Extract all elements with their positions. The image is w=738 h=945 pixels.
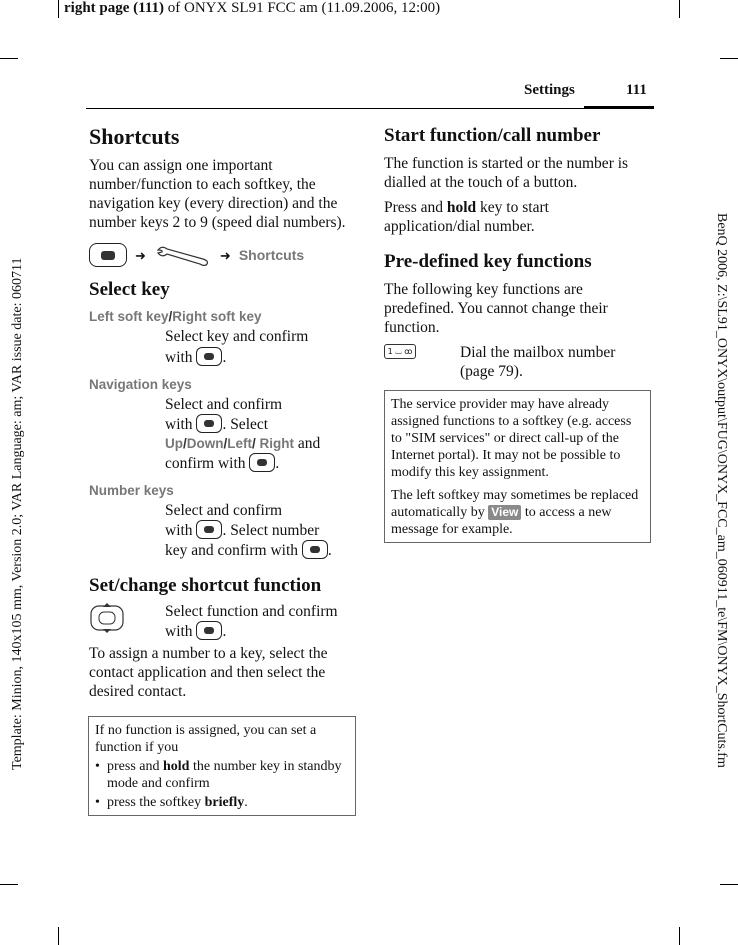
left-column [89, 124, 359, 701]
separator: / [168, 309, 173, 324]
with-word: with [165, 623, 193, 640]
note-bullet-1 [95, 758, 349, 792]
separator: / [183, 436, 187, 451]
softkey-text: Select key and confirm [165, 328, 309, 345]
set-change-text: Select function and confirm [165, 603, 338, 620]
mailbox-text: Dial the mailbox number (page 79). [460, 344, 616, 380]
key-1-icon: 1 ⌴ ꝏ [384, 344, 416, 359]
intro-text: You can assign one important number/function to each softkey, the navigation key (every direction) and the number keys 2 to 9 (speed dial numbers). [89, 157, 346, 231]
crop-mark [58, 0, 59, 18]
page-heading: Shortcuts [89, 124, 180, 149]
with-word: with [165, 349, 193, 366]
header-rule-number [584, 106, 654, 108]
direction-up: Up [165, 436, 183, 451]
crop-mark [679, 927, 680, 945]
center-key-icon [196, 621, 222, 640]
number-select: . Select number [222, 522, 320, 539]
navigation-definition [165, 395, 359, 473]
note-text: to access a new message for example. [391, 505, 616, 537]
direction-down: Down [186, 436, 224, 451]
right-note-box [384, 390, 651, 543]
page-number: 111 [626, 82, 647, 98]
crop-mark [679, 0, 680, 18]
separator: / [252, 436, 260, 451]
confirm-with: confirm with [165, 455, 246, 472]
mailbox-row [384, 343, 644, 383]
softkey-term [89, 307, 359, 326]
nav-directions [165, 434, 359, 453]
center-key-icon [196, 520, 222, 539]
crop-mark [0, 884, 18, 885]
file-header [64, 0, 440, 17]
center-key-icon [196, 347, 222, 366]
arrow-icon: ➜ [219, 247, 231, 263]
press-text: Press and [384, 199, 447, 216]
crop-mark [0, 58, 18, 59]
number-confirm-2 [165, 540, 359, 560]
number-confirm [165, 520, 359, 540]
note-para-2 [391, 487, 644, 538]
start-text: The function is started or the number is dialled at the touch of a button. [384, 155, 629, 191]
number-text-3: key and confirm with [165, 542, 299, 559]
left-soft-key-label: Left soft key [89, 309, 169, 324]
number-definition [165, 501, 359, 560]
bullet-text: . [244, 795, 248, 810]
bullet-text: press and [107, 759, 163, 774]
period: . [275, 455, 280, 472]
start-function-heading: Start function/call number [384, 125, 601, 146]
crop-mark [720, 884, 738, 885]
arrow-icon: ➜ [135, 247, 146, 263]
set-change-definition [165, 602, 359, 641]
direction-left: Left [227, 436, 253, 451]
nav-select: . Select [222, 416, 269, 433]
note-para-1: The service provider may have already assigned functions to a softkey (e.g. access to "SIM services" or direct call-up of the Internet portal). It may not be possible to modify this key assignment. [391, 397, 632, 480]
select-key-heading: Select key [89, 279, 170, 300]
right-soft-key-label: Right soft key [172, 309, 262, 324]
with-word: with [165, 416, 193, 433]
number-text: Select and confirm [165, 502, 283, 519]
set-change-confirm [165, 621, 359, 641]
center-key-icon [196, 414, 222, 433]
crop-mark [58, 927, 59, 945]
crop-mark [720, 58, 738, 59]
note-bullet-2 [95, 794, 349, 811]
center-key-icon [249, 453, 275, 472]
set-change-row [89, 602, 359, 642]
menu-key-icon [89, 243, 127, 267]
period: . [222, 349, 227, 366]
note-text: The left softkey may sometimes be replaced automatically by [391, 488, 642, 520]
and-word: and [294, 435, 321, 452]
predefined-text: The following key functions are predefined. You cannot change their function. [384, 281, 608, 336]
note-intro: If no function is assigned, you can set a function if you [95, 723, 317, 755]
hold-bold: hold [446, 199, 477, 216]
header-rule [86, 108, 654, 109]
nav-confirm-2 [165, 453, 359, 473]
menu-path-label: Shortcuts [238, 246, 305, 263]
number-keys-label: Number keys [89, 483, 174, 498]
direction-right: Right [259, 436, 295, 451]
right-column [384, 124, 644, 383]
view-softkey-badge: View [488, 505, 521, 520]
separator: / [223, 436, 228, 451]
predefined-heading: Pre-defined key functions [384, 251, 592, 272]
template-info: Template: Minion, 140x105 mm, Version 2.0; VAR Language: am; VAR issue date: 060711 [10, 257, 25, 770]
set-change-heading: Set/change shortcut function [89, 575, 322, 596]
center-key-icon [302, 540, 328, 559]
file-header-bold: right page (111) [64, 0, 164, 16]
navigation-keys-label: Navigation keys [89, 377, 192, 392]
softkey-confirm [165, 347, 359, 367]
nav-text: Select and confirm [165, 396, 283, 413]
source-path: BenQ 2006, Z:\SL91_ONYX\output\FUG\ONYX_FCC_am_060911_te\FM\ONYX_ShortCuts.fm [714, 213, 729, 768]
navigation-key-icon [89, 602, 125, 634]
section-title: Settings [524, 82, 575, 98]
bullet-bold: hold [163, 759, 190, 774]
bullet-text: press the softkey [107, 795, 205, 810]
softkey-definition [165, 327, 359, 367]
press-hold-text [384, 198, 636, 236]
period: . [222, 623, 227, 640]
bullet-text: the number key in standby mode and confirm [107, 759, 345, 791]
wrench-icon [154, 244, 212, 266]
with-word: with [165, 522, 193, 539]
period: . [327, 542, 332, 559]
file-header-rest: of ONYX SL91 FCC am (11.09.2006, 12:00) [164, 0, 441, 16]
nav-confirm [165, 414, 359, 434]
bullet-bold: briefly [204, 795, 245, 810]
left-note-box [88, 716, 356, 816]
menu-path [89, 242, 359, 268]
assign-text: To assign a number to a key, select the contact application and then select the desired contact. [89, 645, 328, 700]
press-text-2: key to start application/dial number. [384, 199, 553, 235]
